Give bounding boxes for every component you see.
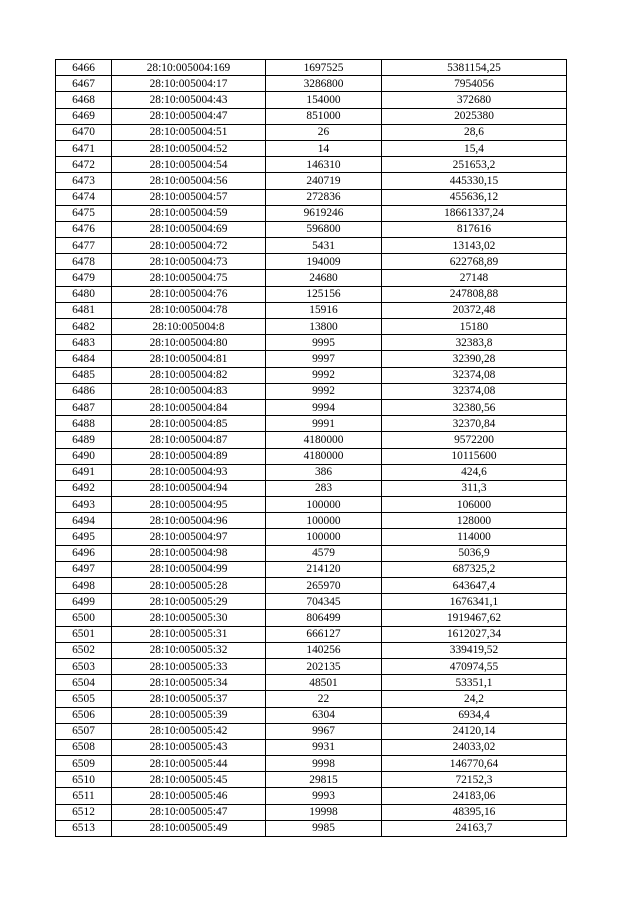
value-cell: 32390,28	[382, 351, 567, 367]
cadastral-number-cell: 28:10:005005:29	[112, 594, 266, 610]
value-cell: 1919467,62	[382, 610, 567, 626]
table-row	[56, 60, 567, 76]
area-cell: 9992	[266, 367, 382, 383]
cadastral-number-cell: 28:10:005004:93	[112, 464, 266, 480]
row-number-cell: 6504	[56, 675, 112, 691]
area-cell: 48501	[266, 675, 382, 691]
table-row	[56, 157, 567, 173]
row-number-cell: 6472	[56, 157, 112, 173]
row-number-cell: 6496	[56, 545, 112, 561]
area-cell: 194009	[266, 254, 382, 270]
area-cell: 140256	[266, 642, 382, 658]
table-row	[56, 238, 567, 254]
row-number-cell: 6469	[56, 108, 112, 124]
table-row	[56, 707, 567, 723]
table-row	[56, 756, 567, 772]
area-cell: 283	[266, 480, 382, 496]
area-cell: 3286800	[266, 76, 382, 92]
cadastral-number-cell: 28:10:005005:33	[112, 658, 266, 674]
cadastral-number-cell: 28:10:005005:28	[112, 578, 266, 594]
value-cell: 5036,9	[382, 545, 567, 561]
cadastral-number-cell: 28:10:005005:43	[112, 739, 266, 755]
value-cell: 15180	[382, 319, 567, 335]
table-row	[56, 302, 567, 318]
value-cell: 72152,3	[382, 772, 567, 788]
table-row	[56, 610, 567, 626]
row-number-cell: 6473	[56, 173, 112, 189]
area-cell: 1697525	[266, 60, 382, 76]
value-cell: 24183,06	[382, 788, 567, 804]
cadastral-number-cell: 28:10:005005:37	[112, 691, 266, 707]
area-cell: 214120	[266, 561, 382, 577]
area-cell: 265970	[266, 578, 382, 594]
area-cell: 146310	[266, 157, 382, 173]
row-number-cell: 6489	[56, 432, 112, 448]
value-cell: 643647,4	[382, 578, 567, 594]
row-number-cell: 6500	[56, 610, 112, 626]
area-cell: 4579	[266, 545, 382, 561]
area-cell: 4180000	[266, 432, 382, 448]
row-number-cell: 6481	[56, 302, 112, 318]
row-number-cell: 6509	[56, 756, 112, 772]
cadastral-number-cell: 28:10:005004:51	[112, 124, 266, 140]
value-cell: 15,4	[382, 140, 567, 156]
table-row	[56, 108, 567, 124]
cadastral-number-cell: 28:10:005004:56	[112, 173, 266, 189]
table-row	[56, 254, 567, 270]
cadastral-number-cell: 28:10:005004:80	[112, 335, 266, 351]
area-cell: 596800	[266, 221, 382, 237]
cadastral-number-cell: 28:10:005004:94	[112, 480, 266, 496]
row-number-cell: 6497	[56, 561, 112, 577]
value-cell: 106000	[382, 497, 567, 513]
area-cell: 14	[266, 140, 382, 156]
table-row	[56, 173, 567, 189]
area-cell: 100000	[266, 529, 382, 545]
cadastral-number-cell: 28:10:005004:95	[112, 497, 266, 513]
value-cell: 2025380	[382, 108, 567, 124]
cadastral-number-cell: 28:10:005004:8	[112, 319, 266, 335]
table-row	[56, 124, 567, 140]
cadastral-number-cell: 28:10:005004:82	[112, 367, 266, 383]
cadastral-number-cell: 28:10:005005:34	[112, 675, 266, 691]
cadastral-number-cell: 28:10:005004:169	[112, 60, 266, 76]
cadastral-number-cell: 28:10:005004:69	[112, 221, 266, 237]
table-row	[56, 92, 567, 108]
row-number-cell: 6470	[56, 124, 112, 140]
row-number-cell: 6467	[56, 76, 112, 92]
row-number-cell: 6494	[56, 513, 112, 529]
value-cell: 1676341,1	[382, 594, 567, 610]
table-row	[56, 189, 567, 205]
cadastral-number-cell: 28:10:005004:84	[112, 399, 266, 415]
value-cell: 1612027,34	[382, 626, 567, 642]
area-cell: 9998	[266, 756, 382, 772]
table-row	[56, 578, 567, 594]
area-cell: 100000	[266, 497, 382, 513]
table-row	[56, 642, 567, 658]
row-number-cell: 6479	[56, 270, 112, 286]
value-cell: 128000	[382, 513, 567, 529]
cadastral-number-cell: 28:10:005004:85	[112, 416, 266, 432]
value-cell: 146770,64	[382, 756, 567, 772]
cadastral-number-cell: 28:10:005004:83	[112, 383, 266, 399]
row-number-cell: 6508	[56, 739, 112, 755]
row-number-cell: 6502	[56, 642, 112, 658]
value-cell: 32370,84	[382, 416, 567, 432]
area-cell: 9619246	[266, 205, 382, 221]
value-cell: 32383,8	[382, 335, 567, 351]
cadastral-number-cell: 28:10:005004:78	[112, 302, 266, 318]
table-row	[56, 140, 567, 156]
value-cell: 13143,02	[382, 238, 567, 254]
row-number-cell: 6499	[56, 594, 112, 610]
area-cell: 19998	[266, 804, 382, 820]
row-number-cell: 6477	[56, 238, 112, 254]
row-number-cell: 6495	[56, 529, 112, 545]
value-cell: 5381154,25	[382, 60, 567, 76]
table-body	[56, 60, 567, 837]
area-cell: 240719	[266, 173, 382, 189]
area-cell: 4180000	[266, 448, 382, 464]
cadastral-number-cell: 28:10:005004:97	[112, 529, 266, 545]
table-row	[56, 691, 567, 707]
cadastral-number-cell: 28:10:005005:46	[112, 788, 266, 804]
value-cell: 24163,7	[382, 820, 567, 836]
area-cell: 851000	[266, 108, 382, 124]
row-number-cell: 6507	[56, 723, 112, 739]
cadastral-number-cell: 28:10:005004:81	[112, 351, 266, 367]
value-cell: 24,2	[382, 691, 567, 707]
value-cell: 7954056	[382, 76, 567, 92]
cadastral-number-cell: 28:10:005004:98	[112, 545, 266, 561]
table-row	[56, 351, 567, 367]
area-cell: 9992	[266, 383, 382, 399]
value-cell: 32374,08	[382, 383, 567, 399]
cadastral-value-table	[55, 59, 567, 837]
value-cell: 470974,55	[382, 658, 567, 674]
row-number-cell: 6476	[56, 221, 112, 237]
area-cell: 29815	[266, 772, 382, 788]
row-number-cell: 6512	[56, 804, 112, 820]
table-row	[56, 432, 567, 448]
table-row	[56, 804, 567, 820]
table-row	[56, 335, 567, 351]
area-cell: 5431	[266, 238, 382, 254]
table-row	[56, 399, 567, 415]
row-number-cell: 6484	[56, 351, 112, 367]
row-number-cell: 6491	[56, 464, 112, 480]
cadastral-number-cell: 28:10:005004:52	[112, 140, 266, 156]
table-row	[56, 286, 567, 302]
value-cell: 6934,4	[382, 707, 567, 723]
value-cell: 32380,56	[382, 399, 567, 415]
value-cell: 9572200	[382, 432, 567, 448]
value-cell: 24033,02	[382, 739, 567, 755]
row-number-cell: 6471	[56, 140, 112, 156]
value-cell: 114000	[382, 529, 567, 545]
data-table-container	[55, 59, 567, 837]
table-row	[56, 270, 567, 286]
row-number-cell: 6485	[56, 367, 112, 383]
value-cell: 251653,2	[382, 157, 567, 173]
table-row	[56, 626, 567, 642]
table-row	[56, 739, 567, 755]
row-number-cell: 6511	[56, 788, 112, 804]
cadastral-number-cell: 28:10:005004:99	[112, 561, 266, 577]
area-cell: 9991	[266, 416, 382, 432]
table-row	[56, 416, 567, 432]
area-cell: 125156	[266, 286, 382, 302]
cadastral-number-cell: 28:10:005005:31	[112, 626, 266, 642]
value-cell: 24120,14	[382, 723, 567, 739]
cadastral-number-cell: 28:10:005004:54	[112, 157, 266, 173]
row-number-cell: 6468	[56, 92, 112, 108]
area-cell: 15916	[266, 302, 382, 318]
row-number-cell: 6498	[56, 578, 112, 594]
area-cell: 9994	[266, 399, 382, 415]
table-row	[56, 319, 567, 335]
cadastral-number-cell: 28:10:005004:87	[112, 432, 266, 448]
area-cell: 26	[266, 124, 382, 140]
value-cell: 424,6	[382, 464, 567, 480]
table-row	[56, 561, 567, 577]
table-row	[56, 464, 567, 480]
value-cell: 48395,16	[382, 804, 567, 820]
table-row	[56, 820, 567, 836]
value-cell: 445330,15	[382, 173, 567, 189]
table-row	[56, 76, 567, 92]
cadastral-number-cell: 28:10:005004:17	[112, 76, 266, 92]
value-cell: 20372,48	[382, 302, 567, 318]
table-row	[56, 772, 567, 788]
row-number-cell: 6480	[56, 286, 112, 302]
row-number-cell: 6492	[56, 480, 112, 496]
cadastral-number-cell: 28:10:005004:73	[112, 254, 266, 270]
value-cell: 817616	[382, 221, 567, 237]
value-cell: 455636,12	[382, 189, 567, 205]
table-row	[56, 675, 567, 691]
table-row	[56, 723, 567, 739]
area-cell: 9997	[266, 351, 382, 367]
table-row	[56, 497, 567, 513]
row-number-cell: 6513	[56, 820, 112, 836]
row-number-cell: 6490	[56, 448, 112, 464]
table-row	[56, 545, 567, 561]
area-cell: 100000	[266, 513, 382, 529]
cadastral-number-cell: 28:10:005005:49	[112, 820, 266, 836]
cadastral-number-cell: 28:10:005004:89	[112, 448, 266, 464]
table-row	[56, 205, 567, 221]
area-cell: 9985	[266, 820, 382, 836]
table-row	[56, 513, 567, 529]
area-cell: 386	[266, 464, 382, 480]
value-cell: 687325,2	[382, 561, 567, 577]
area-cell: 9967	[266, 723, 382, 739]
area-cell: 9931	[266, 739, 382, 755]
value-cell: 311,3	[382, 480, 567, 496]
row-number-cell: 6488	[56, 416, 112, 432]
row-number-cell: 6466	[56, 60, 112, 76]
area-cell: 9995	[266, 335, 382, 351]
row-number-cell: 6483	[56, 335, 112, 351]
row-number-cell: 6482	[56, 319, 112, 335]
cadastral-number-cell: 28:10:005004:72	[112, 238, 266, 254]
row-number-cell: 6486	[56, 383, 112, 399]
area-cell: 24680	[266, 270, 382, 286]
cadastral-number-cell: 28:10:005004:59	[112, 205, 266, 221]
cadastral-number-cell: 28:10:005004:57	[112, 189, 266, 205]
row-number-cell: 6505	[56, 691, 112, 707]
area-cell: 6304	[266, 707, 382, 723]
area-cell: 22	[266, 691, 382, 707]
value-cell: 622768,89	[382, 254, 567, 270]
cadastral-number-cell: 28:10:005005:39	[112, 707, 266, 723]
table-row	[56, 529, 567, 545]
cadastral-number-cell: 28:10:005004:76	[112, 286, 266, 302]
value-cell: 18661337,24	[382, 205, 567, 221]
cadastral-number-cell: 28:10:005004:43	[112, 92, 266, 108]
cadastral-number-cell: 28:10:005004:75	[112, 270, 266, 286]
area-cell: 13800	[266, 319, 382, 335]
table-row	[56, 658, 567, 674]
area-cell: 666127	[266, 626, 382, 642]
value-cell: 53351,1	[382, 675, 567, 691]
row-number-cell: 6474	[56, 189, 112, 205]
area-cell: 272836	[266, 189, 382, 205]
cadastral-number-cell: 28:10:005005:42	[112, 723, 266, 739]
cadastral-number-cell: 28:10:005005:44	[112, 756, 266, 772]
row-number-cell: 6493	[56, 497, 112, 513]
cadastral-number-cell: 28:10:005004:96	[112, 513, 266, 529]
area-cell: 806499	[266, 610, 382, 626]
cadastral-number-cell: 28:10:005005:30	[112, 610, 266, 626]
table-row	[56, 480, 567, 496]
cadastral-number-cell: 28:10:005004:47	[112, 108, 266, 124]
value-cell: 32374,08	[382, 367, 567, 383]
value-cell: 28,6	[382, 124, 567, 140]
table-row	[56, 788, 567, 804]
row-number-cell: 6503	[56, 658, 112, 674]
value-cell: 339419,52	[382, 642, 567, 658]
cadastral-number-cell: 28:10:005005:45	[112, 772, 266, 788]
value-cell: 372680	[382, 92, 567, 108]
area-cell: 202135	[266, 658, 382, 674]
row-number-cell: 6475	[56, 205, 112, 221]
value-cell: 10115600	[382, 448, 567, 464]
value-cell: 27148	[382, 270, 567, 286]
table-row	[56, 594, 567, 610]
value-cell: 247808,88	[382, 286, 567, 302]
area-cell: 9993	[266, 788, 382, 804]
area-cell: 154000	[266, 92, 382, 108]
row-number-cell: 6487	[56, 399, 112, 415]
row-number-cell: 6478	[56, 254, 112, 270]
table-row	[56, 221, 567, 237]
cadastral-number-cell: 28:10:005005:32	[112, 642, 266, 658]
cadastral-number-cell: 28:10:005005:47	[112, 804, 266, 820]
table-row	[56, 367, 567, 383]
area-cell: 704345	[266, 594, 382, 610]
row-number-cell: 6506	[56, 707, 112, 723]
row-number-cell: 6501	[56, 626, 112, 642]
table-row	[56, 383, 567, 399]
row-number-cell: 6510	[56, 772, 112, 788]
table-row	[56, 448, 567, 464]
